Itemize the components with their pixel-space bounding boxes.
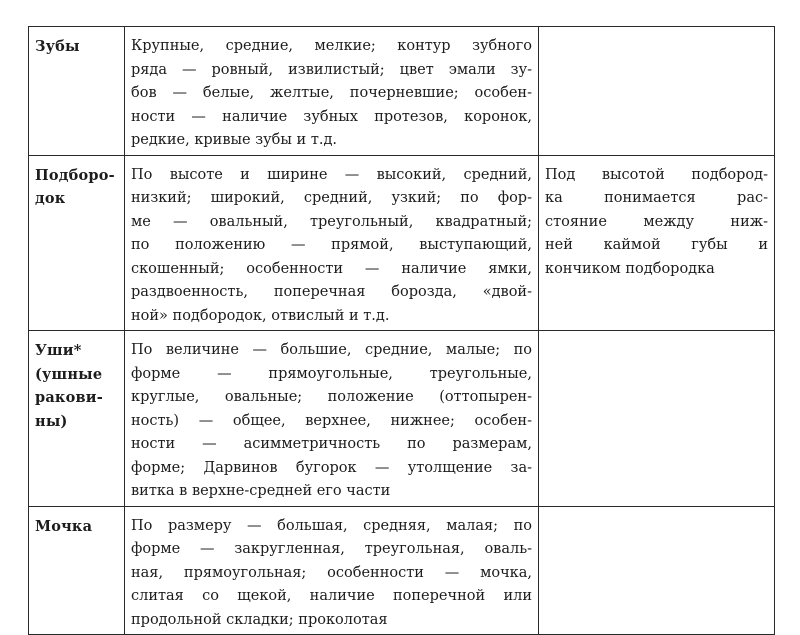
note-line: кончиком подбородка xyxy=(545,260,715,277)
description-line: скошенный; особенности — наличие ямки, xyxy=(131,260,532,277)
table-row xyxy=(29,155,775,331)
description-line: форме; Дарвинов бугорок — утолщение за- xyxy=(131,459,532,476)
description-line: Крупные, средние, мелкие; контур зубного xyxy=(131,38,532,54)
note-line: Под высотой подбород- xyxy=(545,166,768,183)
description-line: ная, прямоугольная; особенности — мочка, xyxy=(131,564,532,581)
description-line: слитая со щекой, наличие поперечной или xyxy=(131,588,532,604)
description-line: низкий; широкий, средний, узкий; по фор- xyxy=(131,190,532,206)
description-line: ность) — общее, верхнее, нижнее; особен- xyxy=(131,412,532,429)
description-line: форме — прямоугольные, треугольные, xyxy=(131,365,532,382)
description-cell-earlobe xyxy=(125,506,539,635)
note-line: ка понимается рас- xyxy=(545,190,768,206)
feature-cell-ears xyxy=(29,331,125,507)
feature-label-line: док xyxy=(35,190,66,207)
description-line: ме — овальный, треугольный, квадратный; xyxy=(131,213,532,230)
description-line: По величине — большие, средние, малые; по xyxy=(131,342,532,358)
feature-cell-chin xyxy=(29,155,125,331)
description-line: по положению — прямой, выступающий, xyxy=(131,237,532,253)
description-line: форме — закругленная, треугольная, оваль- xyxy=(131,541,532,557)
description-line: круглые, овальные; положение (оттопырен- xyxy=(131,389,532,405)
description-line: ряда — ровный, извилистый; цвет эмали зу- xyxy=(131,61,532,78)
feature-cell-earlobe xyxy=(29,506,125,635)
feature-label-line: ны) xyxy=(35,412,68,430)
note-cell-chin xyxy=(539,155,775,331)
feature-label: Зубы xyxy=(35,38,80,55)
feature-label-line: ракови- xyxy=(35,389,103,406)
description-line: редкие, кривые зубы и т.д. xyxy=(131,132,337,148)
description-line: По высоте и ширине — высокий, средний, xyxy=(131,166,532,183)
feature-label: Мочка xyxy=(35,517,93,535)
note-line: ней каймой губы и xyxy=(545,237,768,253)
description-line: раздвоенность, поперечная борозда, «двой- xyxy=(131,284,532,300)
description-line: витка в верхне-средней его части xyxy=(131,483,391,499)
description-line: продольной складки; проколотая xyxy=(131,611,388,628)
description-cell-teeth xyxy=(125,27,539,156)
description-cell-ears xyxy=(125,331,539,507)
appearance-features-table xyxy=(28,26,775,635)
table-row xyxy=(29,331,775,507)
note-cell-earlobe xyxy=(539,506,775,635)
table-row xyxy=(29,27,775,156)
description-line: ности — наличие зубных протезов, коронок, xyxy=(131,108,532,125)
feature-label-line: (ушные xyxy=(35,365,103,383)
feature-label-line: Уши* xyxy=(35,342,82,359)
feature-cell-teeth xyxy=(29,27,125,156)
description-line: бов — белые, желтые, почерневшие; особен- xyxy=(131,85,532,101)
table-row xyxy=(29,506,775,635)
description-line: По размеру — большая, средняя, малая; по xyxy=(131,517,532,534)
feature-label-line: Подборо- xyxy=(35,166,115,184)
note-line: стояние между ниж- xyxy=(545,213,768,230)
description-line: ной» подбородок, отвислый и т.д. xyxy=(131,307,390,324)
note-cell-teeth xyxy=(539,27,775,156)
note-cell-ears xyxy=(539,331,775,507)
description-cell-chin xyxy=(125,155,539,331)
description-line: ности — асимметричность по размерам, xyxy=(131,436,532,452)
